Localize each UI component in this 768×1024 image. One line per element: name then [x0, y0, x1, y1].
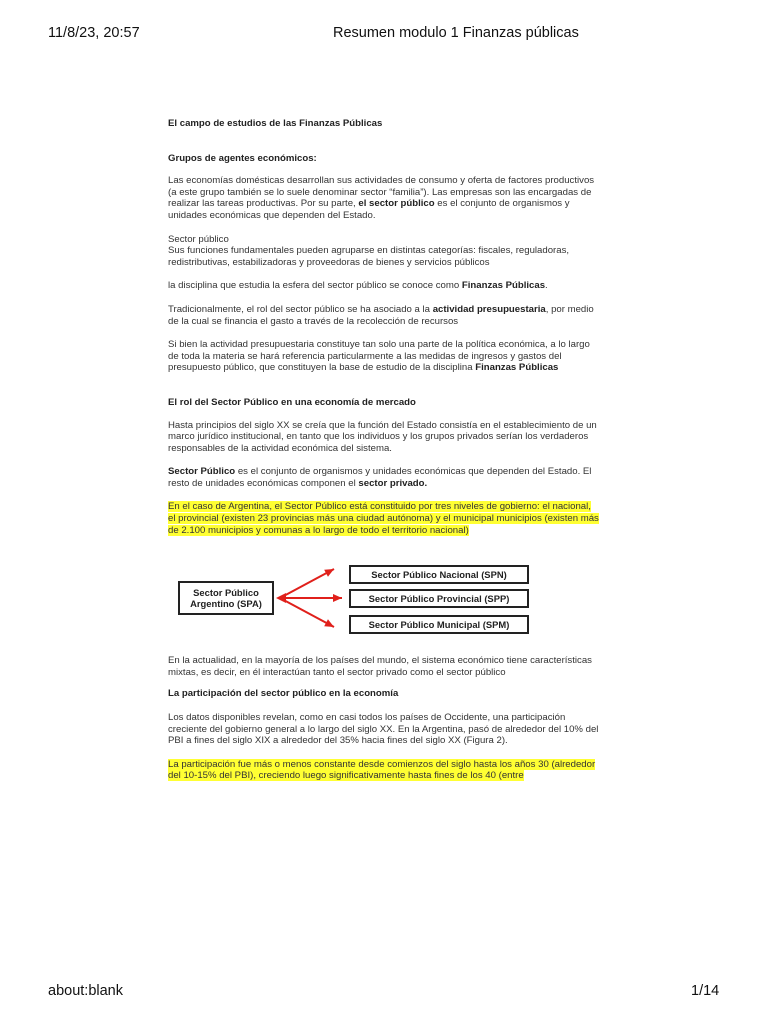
arrow-origin-head	[276, 593, 286, 603]
paragraph-argentina-highlight	[168, 501, 600, 536]
text: es el conjunto de organismos y unidades económicas que dependen del Estado. El resto de unidades económicas componen el	[168, 466, 592, 489]
paragraph-sector-privado	[168, 466, 600, 489]
box-spp: Sector Público Provincial (SPP)	[349, 589, 529, 608]
section-title: El campo de estudios de las Finanzas Públicas	[168, 118, 383, 129]
sector-publico-diagram	[168, 561, 600, 639]
heading-participation: La participación del sector público en la economía	[168, 688, 399, 700]
text: Las economías domésticas desarrollan sus actividades de consumo y oferta de factores productivos (a este grupo también se lo suele denominar sector “familia”). Las empresas son las encargadas de realizar las tareas productivas. Por su parte,	[168, 175, 595, 210]
box-spn: Sector Público Nacional (SPN)	[349, 565, 529, 584]
box-spm: Sector Público Municipal (SPM)	[349, 615, 529, 634]
paragraph-politica-economica	[168, 339, 600, 374]
text: .	[545, 280, 548, 292]
text: Sus funciones fundamentales pueden agruparse en distintas categorías: fiscales, reguladoras, redistributivas, estabilizadoras y proveedoras de bienes y servicios públicos	[168, 245, 570, 268]
arrow-to-spp-head	[333, 594, 342, 602]
paragraph-datos: Los datos disponibles revelan, como en casi todos los países de Occidente, una participación creciente del gobierno general a lo largo del siglo XX. En la Argentina, pasó de alrededor del 10% del PBI a fines del siglo XIX a alrededor del 35% hacia fines del siglo XX (Figura 2).	[168, 712, 599, 747]
heading-role: El rol del Sector Público en una economía de mercado	[168, 396, 416, 408]
highlighted-text: En el caso de Argentina, el Sector Público está constituido por tres niveles de gobierno: el nacional, el provincial (existen 23 provincias más una ciudad autónoma) y el municipal municipios (existen más de 2.100 municipios y comunas a lo largo de todo el territorio nacional)	[168, 501, 599, 536]
paragraph-presupuestaria	[168, 304, 600, 327]
bold-text: Finanzas Públicas	[475, 362, 559, 374]
paragraph-siglo-xx: Hasta principios del siglo XX se creía que la función del Estado consistía en el establecimiento de un marco jurídico institucional, en tanto que los individuos y los grupos privados serían los verdaderos responsables de la actividad económica del sistema.	[168, 419, 597, 454]
box-spa: Sector Público Argentino (SPA)	[178, 581, 274, 615]
bold-text: el sector público	[358, 198, 435, 210]
bold-text: Finanzas Públicas	[461, 280, 546, 292]
arrow-to-spm	[280, 598, 334, 627]
print-url: about:blank	[48, 983, 123, 999]
paragraph-agents	[168, 175, 600, 221]
highlighted-text: La participación fue más o menos constante desde comienzos del siglo hasta los años 30 (alrededor del 10-15% del PBI), creciendo luego significativamente hasta fines de los 40 (entre	[168, 758, 596, 782]
text: es el conjunto de organismos y unidades económicas que dependen del Estado.	[168, 198, 570, 221]
print-page-number: 1/14	[691, 983, 720, 999]
bold-text: actividad presupuestaria	[432, 303, 546, 315]
arrow-to-spn	[280, 569, 334, 598]
paragraph-participacion-highlight	[168, 759, 600, 782]
text: Si bien la actividad presupuestaria constituye tan solo una parte de la política económica, a lo largo de toda la materia se hará referencia particularmente a las medidas de ingresos y gastos del presupuesto público, que constituyen la base de estudio de la disciplina	[168, 339, 590, 374]
document-body	[168, 118, 600, 782]
print-datetime: 11/8/23, 20:57	[48, 25, 140, 41]
paragraph-disciplina	[168, 280, 600, 292]
text: , por medio de la cual se financia el gasto a través de la recolección de recursos	[168, 303, 594, 327]
heading-agents: Grupos de agentes económicos:	[168, 152, 317, 164]
paragraph-sector-publico	[168, 234, 600, 269]
bold-text: Sector Público	[168, 466, 236, 478]
text: Sector público	[168, 233, 229, 245]
paragraph-mixto: En la actualidad, en la mayoría de los países del mundo, el sistema económico tiene características mixtas, es decir, en él interactúan tanto el sector privado como el sector público	[168, 655, 592, 678]
bold-text: sector privado.	[358, 477, 428, 489]
text: la disciplina que estudia la esfera del sector público se conoce como	[168, 280, 462, 292]
print-title: Resumen modulo 1 Finanzas públicas	[333, 25, 579, 41]
text: Tradicionalmente, el rol del sector público se ha asociado a la	[168, 303, 433, 315]
